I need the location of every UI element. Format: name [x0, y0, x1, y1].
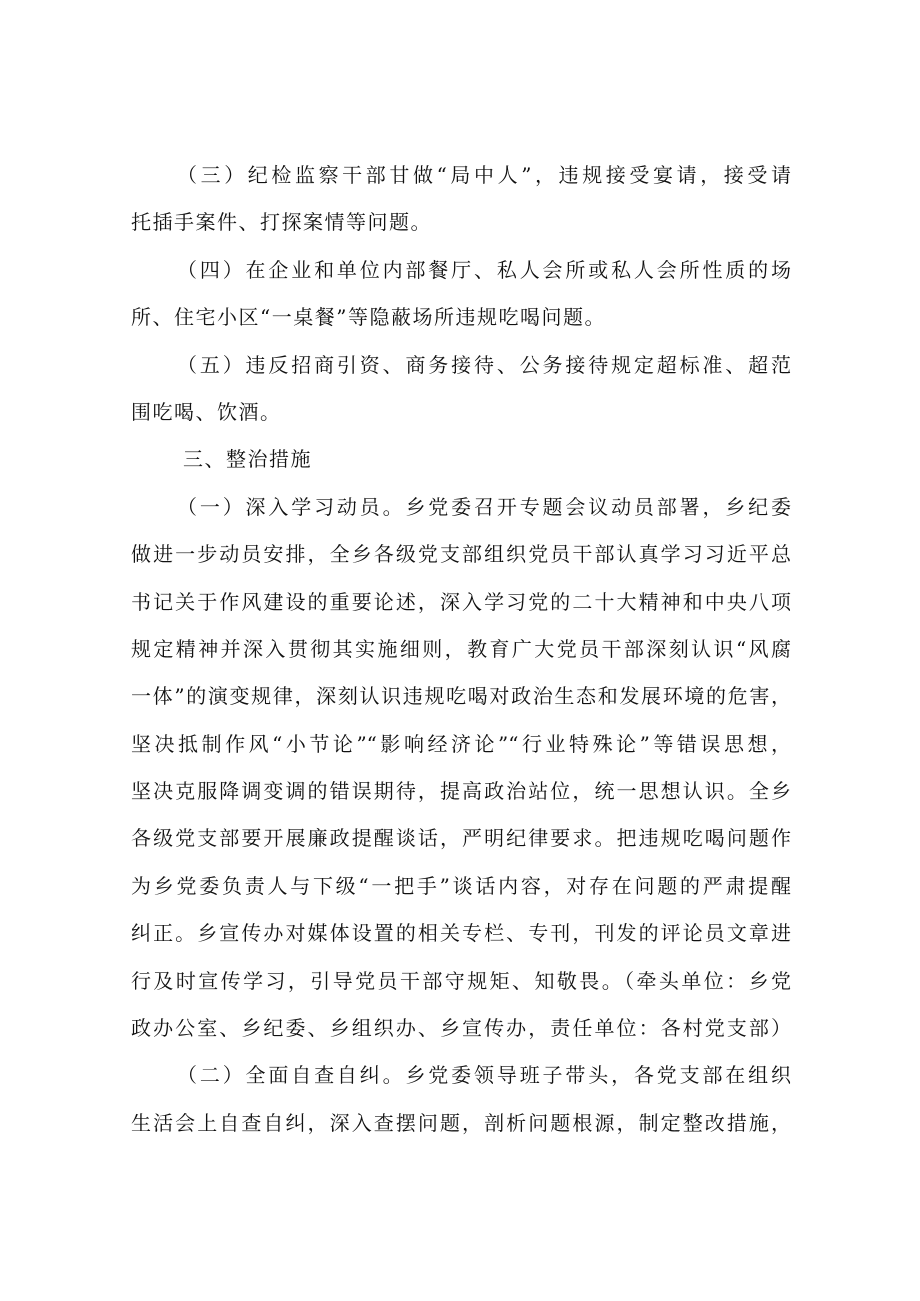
text-line: 所、住宅小区“一桌餐”等隐蔽场所违规吃喝问题。: [131, 305, 606, 330]
text-line: （二）全面自查自纠。乡党委领导班子带头，各党支部在组织: [177, 1063, 791, 1088]
text-line: 纠正。乡宣传办对媒体设置的相关专栏、专刊，刊发的评论员文章进: [131, 921, 791, 946]
text-line: 各级党支部要开展廉政提醒谈话，严明纪律要求。把违规吃喝问题作: [131, 826, 791, 851]
document-body: [131, 155, 791, 1150]
text-line: 政办公室、乡纪委、乡组织办、乡宣传办，责任单位：各村党支部）: [131, 1016, 791, 1041]
text-line: 托插手案件、打探案情等问题。: [131, 210, 432, 235]
text-line: 围吃喝、饮酒。: [131, 399, 282, 424]
text-line: 生活会上自查自纠，深入查摆问题，剖析问题根源，制定整改措施，: [131, 1110, 791, 1135]
text-line: 坚决克服降调变调的错误期待，提高政治站位，统一思想认识。全乡: [131, 779, 791, 804]
text-line: 规定精神并深入贯彻其实施细则，教育广大党员干部深刻认识“风腐: [131, 636, 791, 661]
text-line: 做进一步动员安排，全乡各级党支部组织党员干部认真学习习近平总: [131, 542, 791, 567]
text-line: （四）在企业和单位内部餐厅、私人会所或私人会所性质的场: [177, 257, 791, 282]
text-line: 为乡党委负责人与下级“一把手”谈话内容，对存在问题的严肃提醒: [131, 873, 791, 898]
text-line: 坚决抵制作风“小节论”“影响经济论”“行业特殊论”等错误思想，: [131, 731, 791, 756]
text-line: （一）深入学习动员。乡党委召开专题会议动员部署，乡纪委: [177, 494, 791, 519]
text-line: 一体”的演变规律，深刻认识违规吃喝对政治生态和发展环境的危害，: [131, 684, 791, 709]
text-line: 行及时宣传学习，引导党员干部守规矩、知敬畏。（牵头单位：乡党: [131, 968, 791, 993]
text-line: （三）纪检监察干部甘做“局中人”，违规接受宴请，接受请: [177, 163, 791, 187]
text-line: （五）违反招商引资、商务接待、公务接待规定超标准、超范: [177, 352, 791, 377]
text-line: 书记关于作风建设的重要论述，深入学习党的二十大精神和中央八项: [131, 589, 791, 614]
section-heading: 三、整治措施: [183, 447, 312, 472]
